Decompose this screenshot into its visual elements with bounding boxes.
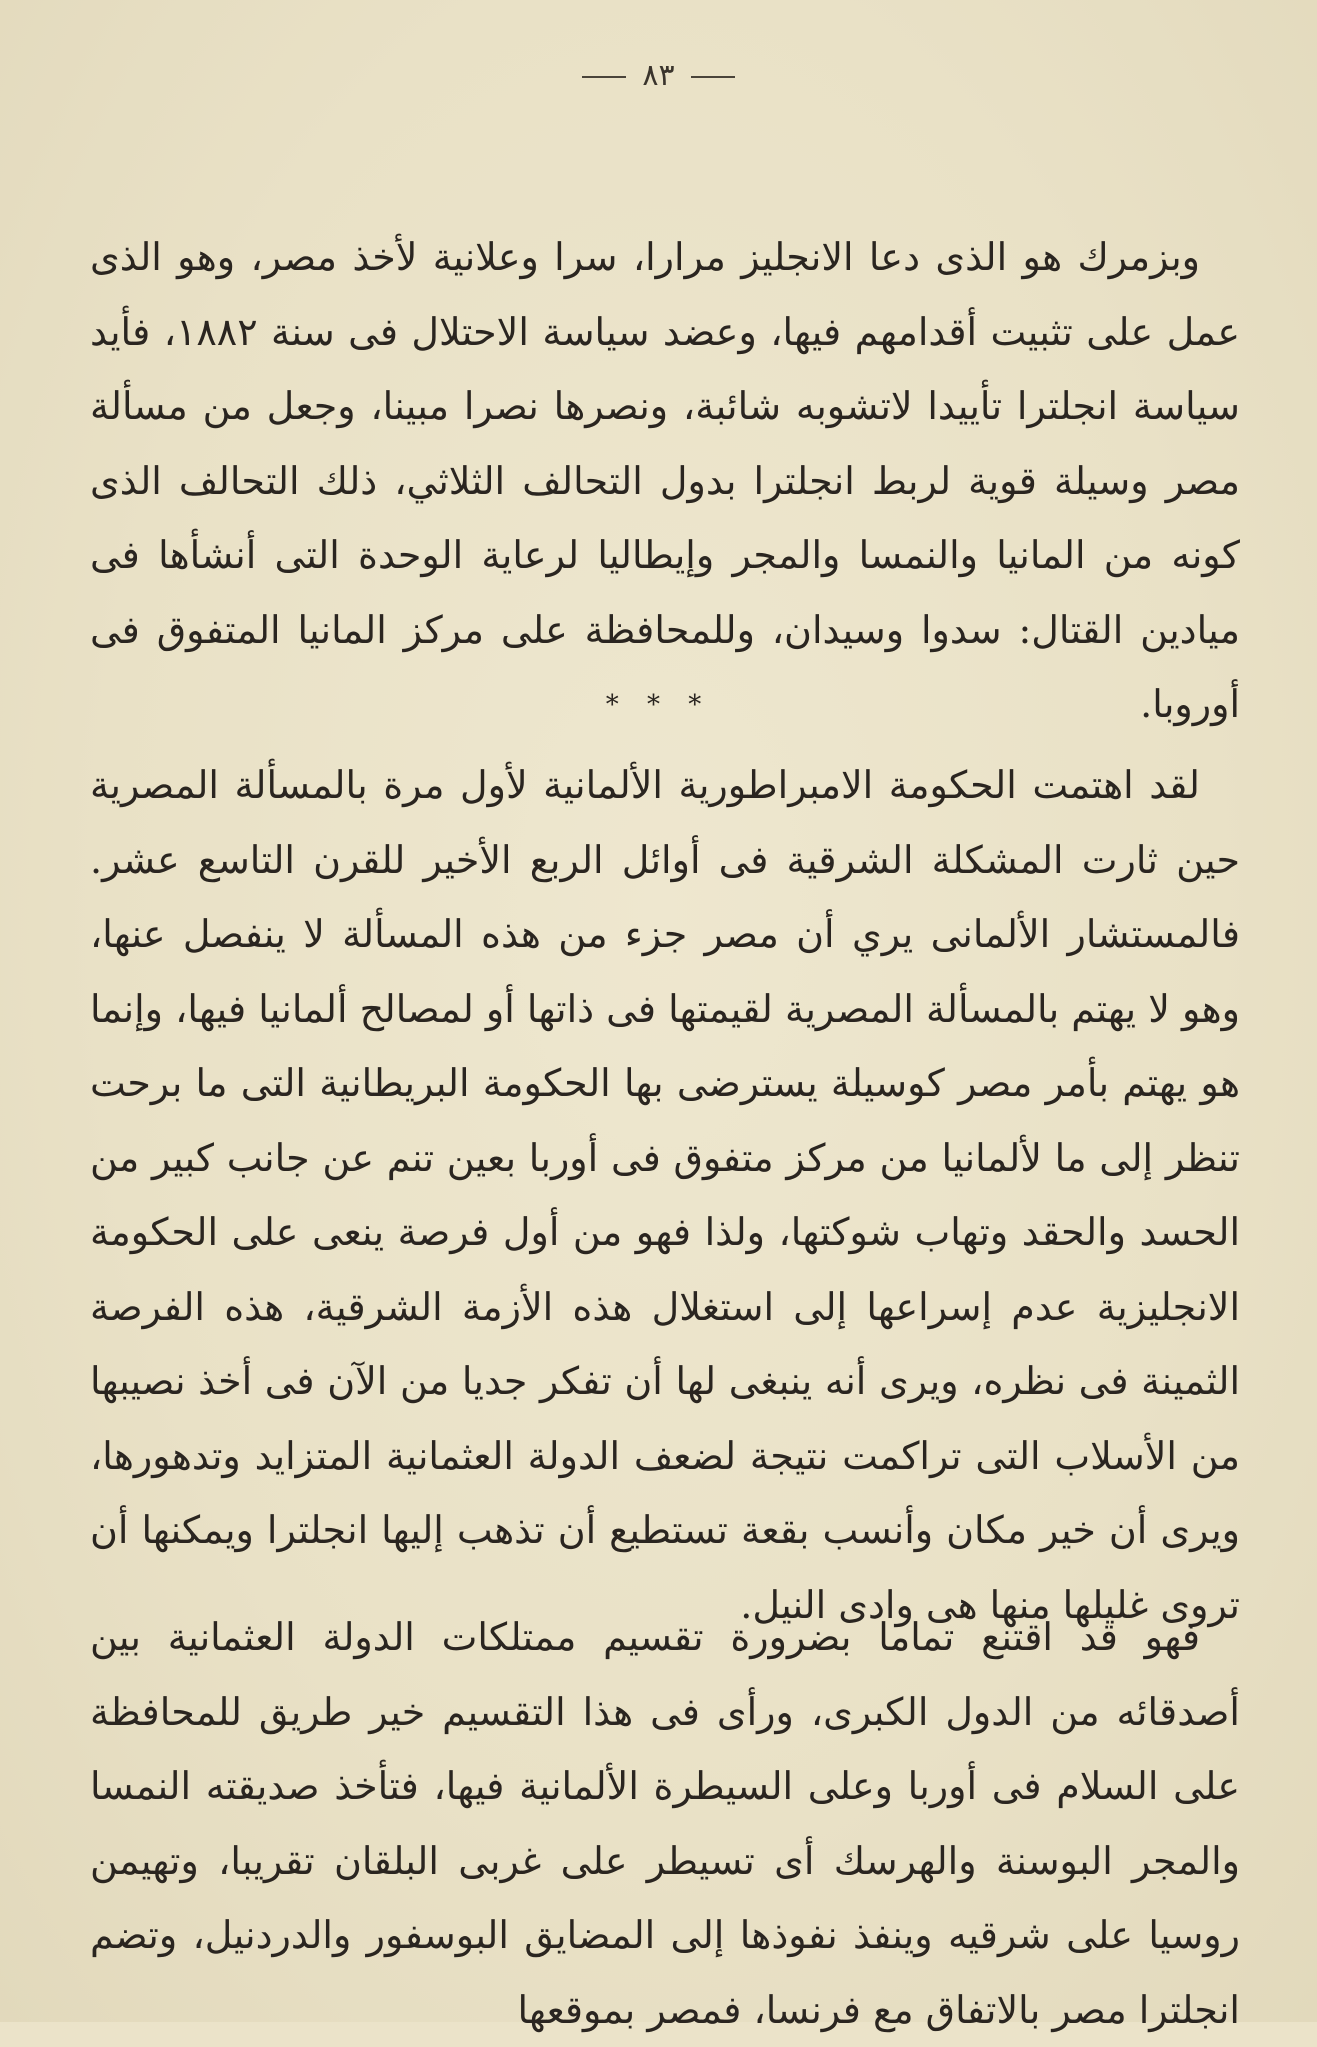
- paragraph-3: فهو قد اقتنع تماما بضرورة تقسيم ممتلكات الدولة العثمانية بين أصدقائه من الدول الكبرى، ورأى فى هذا التقسيم خير طريق للمحافظة على السلام فى أوربا وعلى السيطرة الألمانية فيها، فتأخذ صديقته النمسا والمجر البوسنة والهرسك أى تسيطر على غربى البلقان تقريبا، وتهيمن روسيا على شرقيه وينفذ نفوذها إلى المضايق البوسفور والدردنيل، وتضم انجلترا مصر بالاتفاق مع فرنسا، فمصر بموقعها: [90, 1615, 1240, 2032]
- page-number-value: ٨٣: [642, 58, 675, 93]
- paragraph-2-block: [90, 748, 1240, 1642]
- paragraph-3-block: [90, 1600, 1240, 2047]
- paragraph-1: وبزمرك هو الذى دعا الانجليز مرارا، سرا وعلانية لأخذ مصر، وهو الذى عمل على تثبيت أقدامهم فيها، وعضد سياسة الاحتلال فى سنة ١٨٨٢، فأيد سياسة انجلترا تأييدا لاتشوبه شائبة، ونصرها نصرا مبينا، وجعل من مسألة مصر وسيلة قوية لربط انجلترا بدول التحالف الثلاثي، ذلك التحالف الذى كونه من المانيا والنمسا والمجر وإيطاليا لرعاية الوحدة التى أنشأها فى ميادين القتال: سدوا وسيدان، وللمحافظة على مركز المانيا المتفوق فى أوروبا.: [90, 235, 1240, 726]
- page-number: [0, 58, 1317, 93]
- page-number-dash-left: [582, 76, 626, 78]
- section-separator: * * *: [605, 690, 712, 720]
- paragraph-1-block: [90, 220, 1240, 742]
- paragraph-2: لقد اهتمت الحكومة الامبراطورية الألمانية لأول مرة بالمسألة المصرية حين ثارت المشكلة الشرقية فى أوائل الربع الأخير للقرن التاسع عشر. فالمستشار الألمانى يري أن مصر جزء من هذه المسألة لا ينفصل عنها، وهو لا يهتم بالمسألة المصرية لقيمتها فى ذاتها أو لمصالح ألمانيا فيها، وإنما هو يهتم بأمر مصر كوسيلة يسترضى بها الحكومة البريطانية التى ما برحت تنظر إلى ما لألمانيا من مركز متفوق فى أوربا بعين تنم عن جانب كبير من الحسد والحقد وتهاب شوكتها، ولذا فهو من أول فرصة ينعى على الحكومة الانجليزية عدم إسراعها إلى استغلال هذه الأزمة الشرقية، هذه الفرصة الثمينة فى نظره، ويرى أنه ينبغى لها أن تفكر جديا من الآن فى أخذ نصيبها من الأسلاب التى تراكمت نتيجة لضعف الدولة العثمانية المتزايد وتدهورها، ويرى أن خير مكان وأنسب بقعة تستطيع أن تذهب إليها انجلترا ويمكنها أن تروى غليلها منها هى وادى النيل.: [90, 763, 1240, 1627]
- page-number-dash-right: [691, 76, 735, 78]
